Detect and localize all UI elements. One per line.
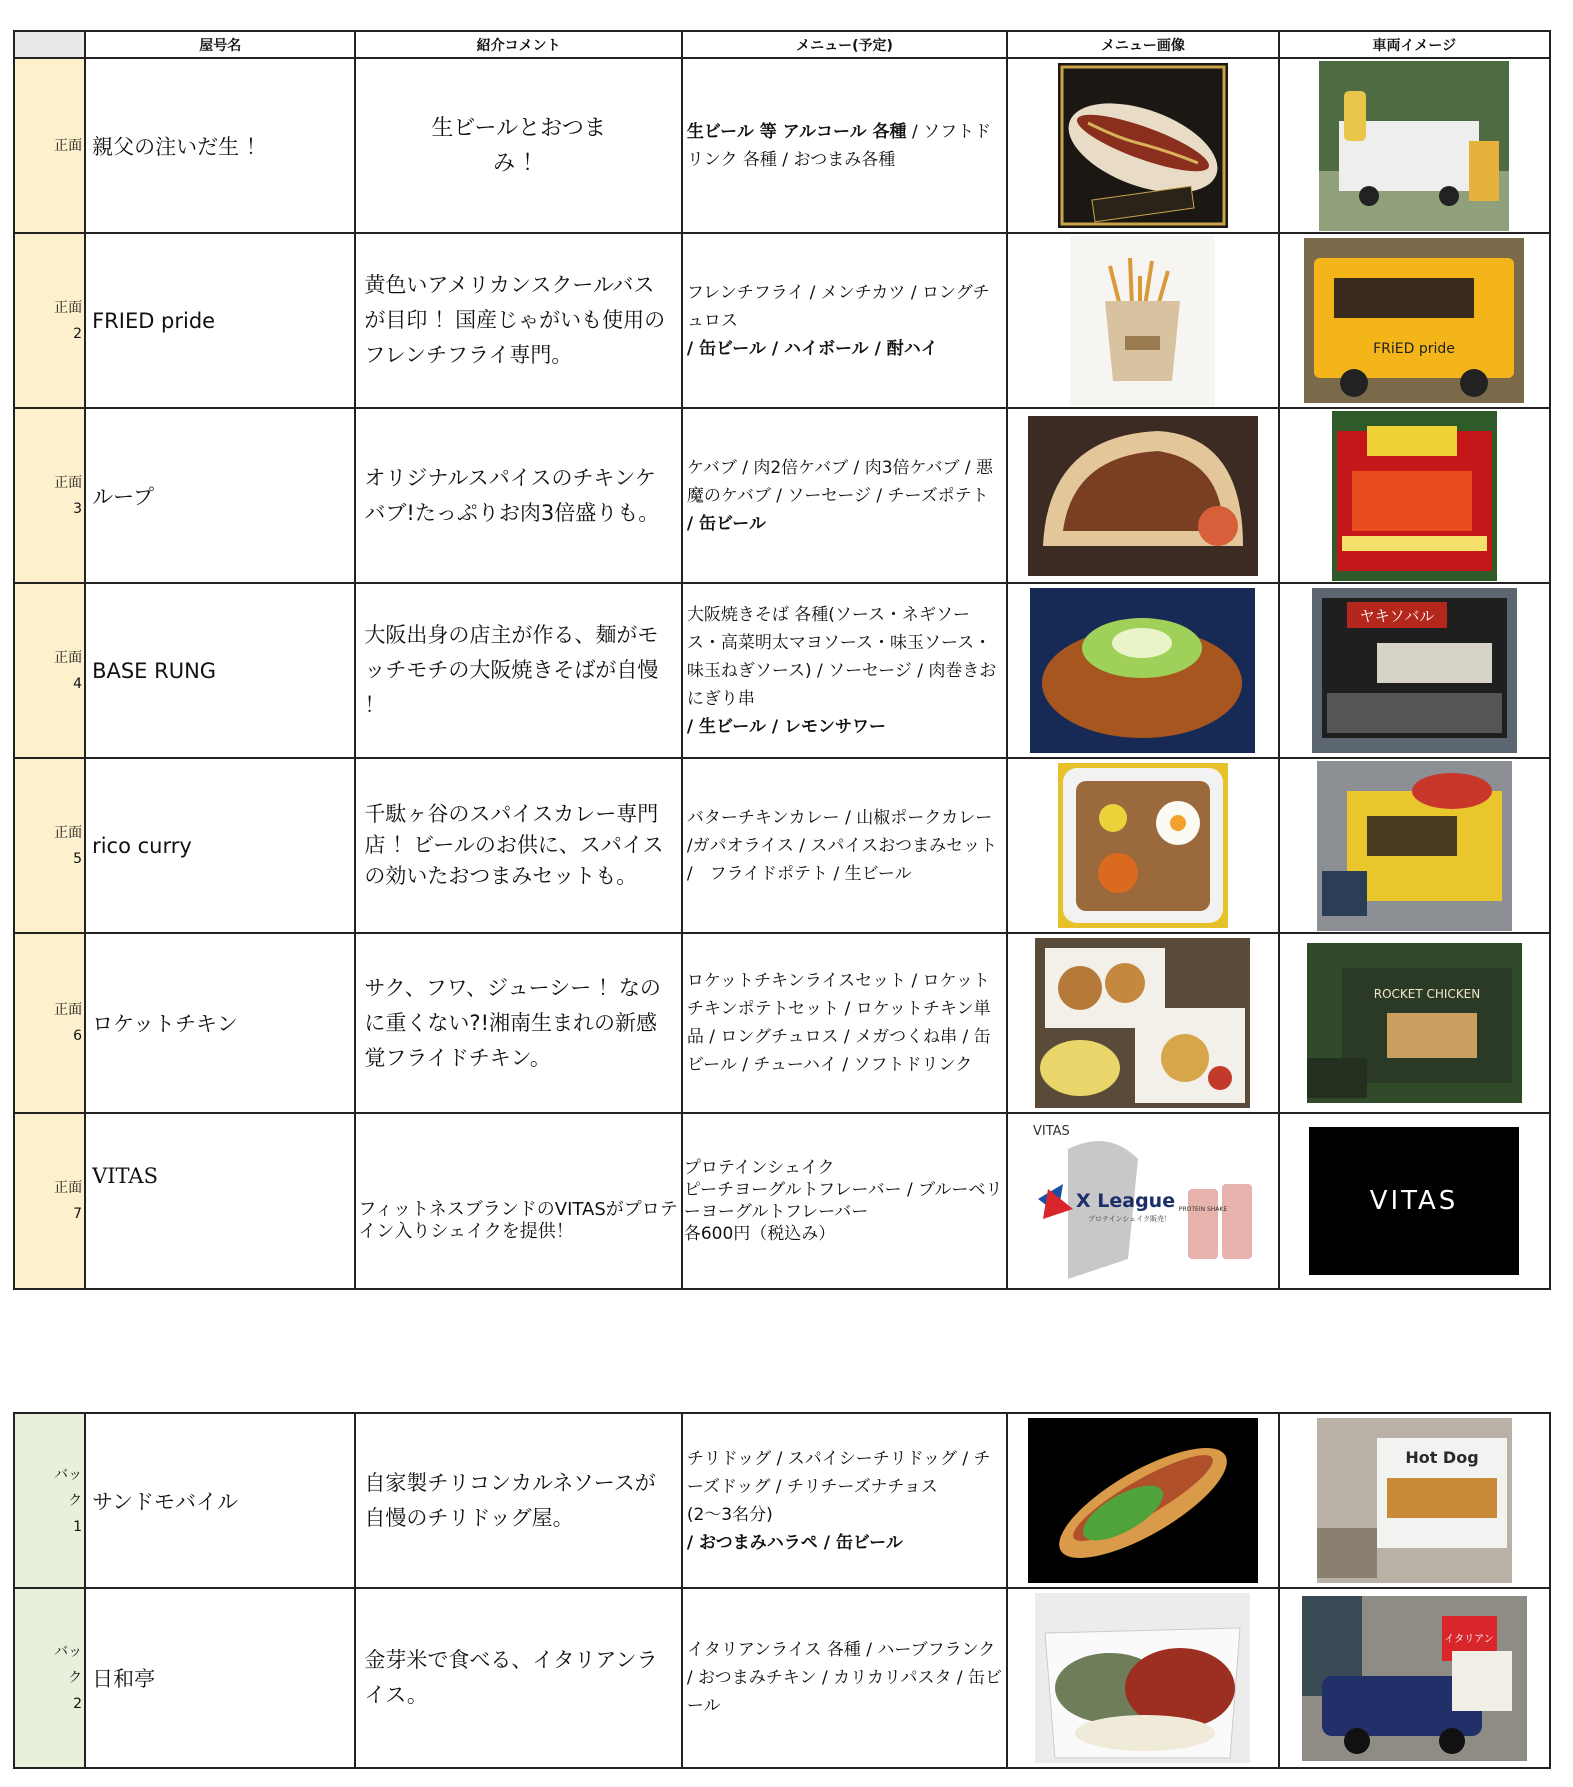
position-cell: 正面 5 bbox=[14, 758, 85, 933]
table-row bbox=[14, 233, 1550, 408]
shop-menu: バターチキンカレー / 山椒ポークカレー /ガパオライス / スパイスおつまみセット / フライドポテト / 生ビール bbox=[682, 758, 1007, 933]
menu-image bbox=[1007, 1113, 1278, 1289]
colorful-truck-photo bbox=[1317, 761, 1512, 931]
header-menu-image: メニュー画像 bbox=[1007, 31, 1278, 58]
shop-menu: プロテインシェイク ピーチヨーグルトフレーバー / ブルーベリーヨーグルトフレーバー 各600円（税込み） bbox=[682, 1113, 1007, 1289]
shop-name: ロケットチキン bbox=[85, 933, 355, 1113]
shop-menu: ケバブ / 肉2倍ケバブ / 肉3倍ケバブ / 悪魔のケバブ / ソーセージ / チーズポテト / 缶ビール bbox=[682, 408, 1007, 583]
position-cell: 正面 2 bbox=[14, 233, 85, 408]
vehicle-image bbox=[1279, 758, 1550, 933]
position-cell: 正面 7 bbox=[14, 1113, 85, 1289]
menu-image bbox=[1007, 933, 1278, 1113]
table-row bbox=[14, 1588, 1550, 1768]
svg-text:PROTEIN SHAKE: PROTEIN SHAKE bbox=[1178, 1205, 1228, 1213]
svg-text:プロテインシェイク販売！: プロテインシェイク販売！ bbox=[1087, 1214, 1171, 1223]
menu-image bbox=[1007, 58, 1278, 233]
header-vehicle-image: 車両イメージ bbox=[1279, 31, 1550, 58]
table-row bbox=[14, 58, 1550, 233]
header-name: 屋号名 bbox=[85, 31, 355, 58]
hot-dog-truck-photo bbox=[1317, 1418, 1512, 1583]
shop-comment: オリジナルスパイスのチキンケバブ!たっぷりお肉3倍盛りも。 bbox=[355, 408, 681, 583]
shop-comment: 金芽米で食べる、イタリアンライス。 bbox=[355, 1588, 681, 1768]
black-truck-photo bbox=[1312, 588, 1517, 753]
chili-dog-photo bbox=[1028, 1418, 1258, 1583]
french-fries-photo bbox=[1070, 236, 1215, 406]
svg-text:X League: X League bbox=[1075, 1189, 1176, 1212]
table-row bbox=[14, 583, 1550, 758]
green-truck-photo bbox=[1307, 943, 1522, 1103]
svg-text:ヤキソバル: ヤキソバル bbox=[1359, 607, 1435, 625]
vehicle-image bbox=[1279, 408, 1550, 583]
vehicle-image bbox=[1279, 58, 1550, 233]
table-row bbox=[14, 1413, 1550, 1588]
fried-chicken-photo bbox=[1035, 938, 1250, 1108]
shop-name: 日和亭 bbox=[85, 1588, 355, 1768]
menu-image bbox=[1007, 583, 1278, 758]
svg-text:VITAS: VITAS bbox=[1369, 1186, 1459, 1216]
shop-comment: 黄色いアメリカンスクールバスが目印 ！国産じゃがいも使用のフレンチフライ専門。 bbox=[355, 233, 681, 408]
red-truck-photo bbox=[1332, 411, 1497, 581]
svg-text:Hot Dog: Hot Dog bbox=[1405, 1448, 1479, 1467]
shop-name: VITAS bbox=[85, 1113, 355, 1289]
svg-text:FRiED pride: FRiED pride bbox=[1373, 341, 1456, 357]
vehicle-image bbox=[1279, 933, 1550, 1113]
shop-name: 親父の注いだ生 ！ bbox=[85, 58, 355, 233]
shop-comment: 千駄ヶ谷のスパイスカレー専門店 ！ビールのお供に、スパイスの効いたおつまみセットも。 bbox=[355, 758, 681, 933]
shop-name: サンドモバイル bbox=[85, 1413, 355, 1588]
position-cell: 正面 3 bbox=[14, 408, 85, 583]
menu-image bbox=[1007, 1413, 1278, 1588]
shop-menu: 生ビール 等 アルコール 各種 / ソフトドリンク 各種 / おつまみ各種 bbox=[682, 58, 1007, 233]
yellow-bus-photo bbox=[1304, 238, 1524, 403]
hot-dog-photo bbox=[1058, 63, 1228, 228]
position-cell: バッ ク 1 bbox=[14, 1413, 85, 1588]
kebab-photo bbox=[1028, 416, 1258, 576]
vehicle-image bbox=[1279, 1413, 1550, 1588]
table-row bbox=[14, 1113, 1550, 1289]
table-row bbox=[14, 758, 1550, 933]
shop-comment: サク、フワ、ジューシー ！なのに重くない?!湘南生まれの新感覚フライドチキン。 bbox=[355, 933, 681, 1113]
shop-menu: ロケットチキンライスセット / ロケットチキンポテトセット / ロケットチキン単品 / ロングチュロス / メガつくね串 / 缶ビール / チューハイ / ソフトドリンク bbox=[682, 933, 1007, 1113]
header-corner bbox=[14, 31, 85, 58]
header-comment: 紹介コメント bbox=[355, 31, 681, 58]
yakisoba-photo bbox=[1030, 588, 1255, 753]
table-row bbox=[14, 933, 1550, 1113]
shop-comment: 自家製チリコンカルネソースが自慢のチリドッグ屋。 bbox=[355, 1413, 681, 1588]
menu-image bbox=[1007, 408, 1278, 583]
shop-menu: イタリアンライス 各種 / ハーブフランク / おつまみチキン / カリカリパスタ / 缶ビール bbox=[682, 1588, 1007, 1768]
menu-image bbox=[1007, 1588, 1278, 1768]
menu-image bbox=[1007, 233, 1278, 408]
vehicle-image bbox=[1279, 1588, 1550, 1768]
position-cell: 正面 bbox=[14, 58, 85, 233]
curry-photo bbox=[1058, 763, 1228, 928]
vehicle-image bbox=[1279, 1113, 1550, 1289]
table-row bbox=[14, 408, 1550, 583]
shop-comment: フィットネスブランドのVITASがプロテイン入りシェイクを提供！ bbox=[355, 1113, 681, 1289]
shop-name: FRIED pride bbox=[85, 233, 355, 408]
vehicle-image bbox=[1279, 233, 1550, 408]
position-cell: 正面 6 bbox=[14, 933, 85, 1113]
menu-image bbox=[1007, 758, 1278, 933]
shop-menu: チリドッグ / スパイシーチリドッグ / チーズドッグ / チリチーズナチョス (2〜3名分) / おつまみハラペ / 缶ビール bbox=[682, 1413, 1007, 1588]
blue-car-photo bbox=[1302, 1596, 1527, 1761]
shop-name: BASE RUNG bbox=[85, 583, 355, 758]
shop-menu: 大阪焼きそば 各種(ソース・ネギソース・高菜明太マヨソース・味玉ソース・味玉ねぎソース) / ソーセージ / 肉巻きおにぎり串 / 生ビール / レモンサワー bbox=[682, 583, 1007, 758]
shop-menu: フレンチフライ / メンチカツ / ロングチュロス / 缶ビール / ハイボール / 酎ハイ bbox=[682, 233, 1007, 408]
vitas-logo bbox=[1309, 1127, 1519, 1275]
shop-name: rico curry bbox=[85, 758, 355, 933]
svg-text:イタリアン: イタリアン bbox=[1443, 1633, 1494, 1645]
italian-rice-photo bbox=[1035, 1593, 1250, 1763]
shop-comment: 生ビールとおつま み ！ bbox=[355, 58, 681, 233]
svg-text:ROCKET CHICKEN: ROCKET CHICKEN bbox=[1373, 987, 1481, 1001]
position-cell: バッ ク 2 bbox=[14, 1588, 85, 1768]
header-row bbox=[14, 31, 1550, 58]
vendor-table-back bbox=[13, 1412, 1551, 1769]
shop-comment: 大阪出身の店主が作る、麺がモッチモチの大阪焼きそばが自慢 ！ bbox=[355, 583, 681, 758]
shop-name: ループ bbox=[85, 408, 355, 583]
vehicle-image bbox=[1279, 583, 1550, 758]
header-menu: メニュー(予定) bbox=[682, 31, 1007, 58]
position-cell: 正面 4 bbox=[14, 583, 85, 758]
svg-text:VITAS: VITAS bbox=[1032, 1123, 1070, 1139]
food-truck-photo bbox=[1319, 61, 1509, 231]
vendor-table-front bbox=[13, 30, 1551, 1290]
protein-shake-ad bbox=[1028, 1119, 1258, 1284]
